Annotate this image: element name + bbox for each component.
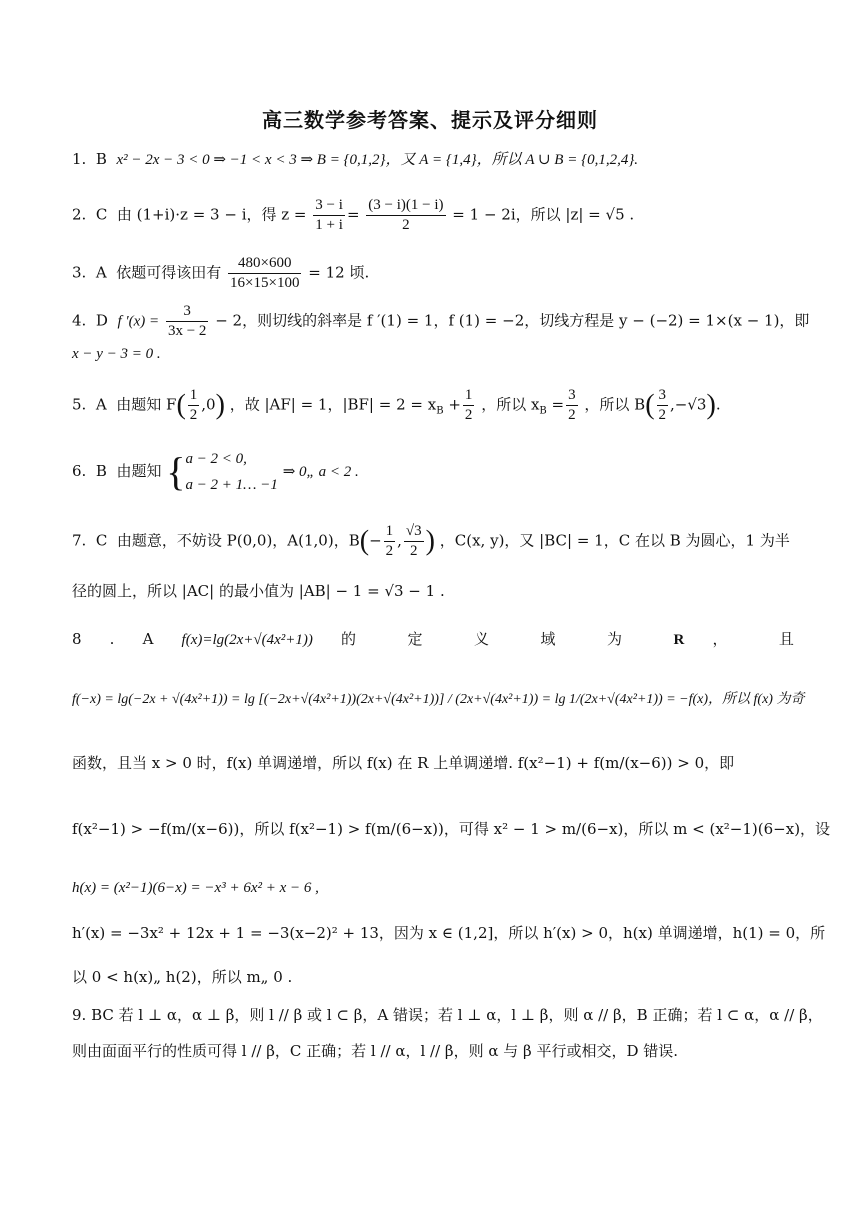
answer-8-line-3 [72, 752, 794, 774]
answer-choice: C [95, 531, 108, 550]
answer-4-cont [72, 342, 794, 365]
answer-text: 由题意，不妨设 P(0,0)，A(1,0)，B [116, 531, 360, 550]
answer-1 [72, 148, 794, 171]
answer-8-line-4 [72, 818, 831, 840]
formula: f(x)=lg(2x+√(4x²+1)) [181, 632, 313, 648]
question-number: 6. [72, 462, 87, 480]
answer-8-line-6 [72, 922, 826, 944]
page-title: 高三数学参考答案、提示及评分细则 [262, 108, 598, 132]
question-number: 3. [72, 263, 87, 282]
inequality-system: a − 2 < 0, a − 2 + 1… −1 [185, 451, 278, 493]
question-number: 7. [72, 531, 87, 550]
fraction: $\frac{3}{2}$ [568, 387, 576, 423]
question-number: 8 [72, 630, 82, 648]
answer-text: 函数，且当 x > 0 时，f(x) 单调递增，所以 f(x) 在 R 上单调递增. f(x²−1) + f(m/(x−6)) > 0，即 [72, 754, 735, 772]
answer-choice: B [95, 150, 107, 168]
fraction: $\frac{1}{2}$ [189, 387, 198, 423]
answer-text: 由题知 F [116, 395, 177, 414]
fraction: $\frac{(3 - i)(1 - i)}{2}$ [368, 197, 444, 233]
answer-3 [72, 254, 794, 293]
fraction: $\frac{3 - i}{1 + i}$ [315, 197, 343, 233]
answer-7: 7. C 由题意，不妨设 P(0,0)，A(1,0)，B(− $\frac{1}{2}$ , $\frac{√3}{2}$ ) ，C(x, y)，又 |BC| = 1，C 在以 B 为圆心，1 为半 [72, 523, 790, 559]
answer-text: 则由面面平行的性质可得 l // β，C 正确；若 l // α，l // β，则 α 与 β 平行或相交，D 错误. [72, 1042, 679, 1060]
answer-choice: A [95, 395, 107, 414]
answer-choice: D [95, 311, 108, 330]
answer-5: 5. A 由题知 F( $\frac{1}{2}$ ,0) ，故 |AF| = 1，$|BF| = 2 = x_B$ + $\frac{1}{2}$ ，所以 $x_B$ = $\frac{3}{2}$ ，所以 B( $\frac{3}{2}$ ,−√3). [72, 387, 721, 423]
answer-8-line-7 [72, 966, 794, 988]
punctuation: ， [712, 630, 751, 648]
answer-text: 径的圆上，所以 |AC| 的最小值为 |AB| − 1 = √3 − 1 . [72, 582, 445, 600]
fraction: $\frac{1}{2}$ [464, 387, 473, 423]
answer-text: f(−x) = lg(−2x + √(4x²+1)) = lg [(−2x+√(4x²+1))(2x+√(4x²+1))] / (2x+√(4x²+1)) = lg 1/(2x+√(4x²+1)) = −f(x)，所以 f(x) 为奇 [72, 692, 805, 707]
answer-8-line-5 [72, 876, 794, 899]
answer-text: f ′(x) = [117, 313, 160, 330]
answer-choice: A [95, 263, 107, 282]
answer-text: x − y − 3 = 0 . [72, 346, 161, 362]
word: 定 [407, 630, 446, 648]
answer-text: 依题可得该田有 [116, 263, 222, 282]
question-number: 1. [72, 150, 87, 168]
answer-text: 由题知 [116, 462, 162, 480]
answer-7-cont [72, 580, 794, 602]
answer-text: x² − 2x − 3 < 0 ⇒ −1 < x < 3 ⇒ B = {0,1,2}，又 A = {1,4}，所以 A ∪ B = {0,1,2,4}. [116, 152, 639, 168]
answer-choice: B [95, 462, 107, 480]
answer-text: f(x²−1) > −f(m/(x−6))，所以 f(x²−1) > f(m/(6−x))，可得 x² − 1 > m/(6−x)，所以 m < (x²−1)(6−x)，设 [72, 820, 831, 838]
answer-text: ，所以 x [481, 395, 540, 414]
answer-9 [72, 1004, 823, 1026]
question-number: 4. [72, 311, 87, 330]
answer-8-line-2 [72, 688, 805, 711]
word: 义 [474, 630, 513, 648]
word: 且 [778, 630, 794, 648]
fraction: $\frac{1}{2}$ [385, 523, 394, 559]
word: 域 [540, 630, 579, 648]
answer-text: ⇒ 0„ a < 2 . [282, 464, 359, 480]
answer-text: ，C(x, y)，又 |BC| = 1，C 在以 B 为圆心，1 为半 [439, 531, 790, 550]
answer-text: − 2，则切线的斜率是 f ′(1) = 1，f (1) = −2，切线方程是 y − (−2) = 1×(x − 1)，即 [215, 311, 810, 330]
question-number: 5. [72, 395, 87, 414]
answer-text: 以 0 < h(x)„ h(2)，所以 m„ 0 . [72, 968, 293, 986]
fraction: $\frac{3}{2}$ [658, 387, 667, 423]
answer-6: 6. B 由题知 { a − 2 < 0, a − 2 + 1… −1 ⇒ 0„ a < 2 . [72, 446, 794, 498]
answer-text: h′(x) = −3x² + 12x + 1 = −3(x−2)² + 13，因为 x ∈ (1,2]，所以 h′(x) > 0，h(x) 单调递增，h(1) = 0，所 [72, 924, 826, 942]
fraction: $\frac{3}{3x - 2}$ [167, 303, 207, 339]
question-number: 2. [72, 205, 87, 224]
answer-text: = 12 顷. [308, 263, 370, 282]
answer-text: = 1 − 2i，所以 |z| = √5 . [452, 205, 635, 224]
answer-4 [72, 302, 810, 341]
punctuation: . [109, 630, 115, 648]
answer-text: 由 (1+i)·z = 3 − i，得 z = [116, 205, 307, 224]
word: 的 [341, 630, 380, 648]
answer-8 [72, 628, 794, 651]
answer-text: ，故 |AF| = 1，|BF| = 2 = x [229, 395, 437, 414]
set-symbol: R [673, 632, 685, 648]
answer-text: h(x) = (x²−1)(6−x) = −x³ + 6x² + x − 6 , [72, 880, 319, 896]
answer-text: 9. BC 若 l ⊥ α，α ⊥ β，则 l // β 或 l ⊂ β，A 错误；若 l ⊥ α，l ⊥ β，则 α // β，B 正确；若 l ⊂ α，α // β， [72, 1006, 823, 1024]
answer-9-cont [72, 1040, 794, 1062]
answer-choice: A [142, 630, 154, 648]
word: 为 [606, 630, 646, 648]
answer-text: ，所以 B [584, 395, 646, 414]
answer-2: 2. C 由 (1+i)·z = 3 − i，得 z = $\frac{3 - i}{1 + i}$ = $\frac{(3 - i)(1 - i)}{2}$ = 1 − 2i，所以 |z| = √5 . [72, 197, 635, 233]
fraction: $\frac{480\times 600}{16\times 15\times 100}$ [230, 255, 300, 291]
fraction: $\frac{√3}{2}$ [405, 523, 422, 559]
answer-choice: C [95, 205, 108, 224]
